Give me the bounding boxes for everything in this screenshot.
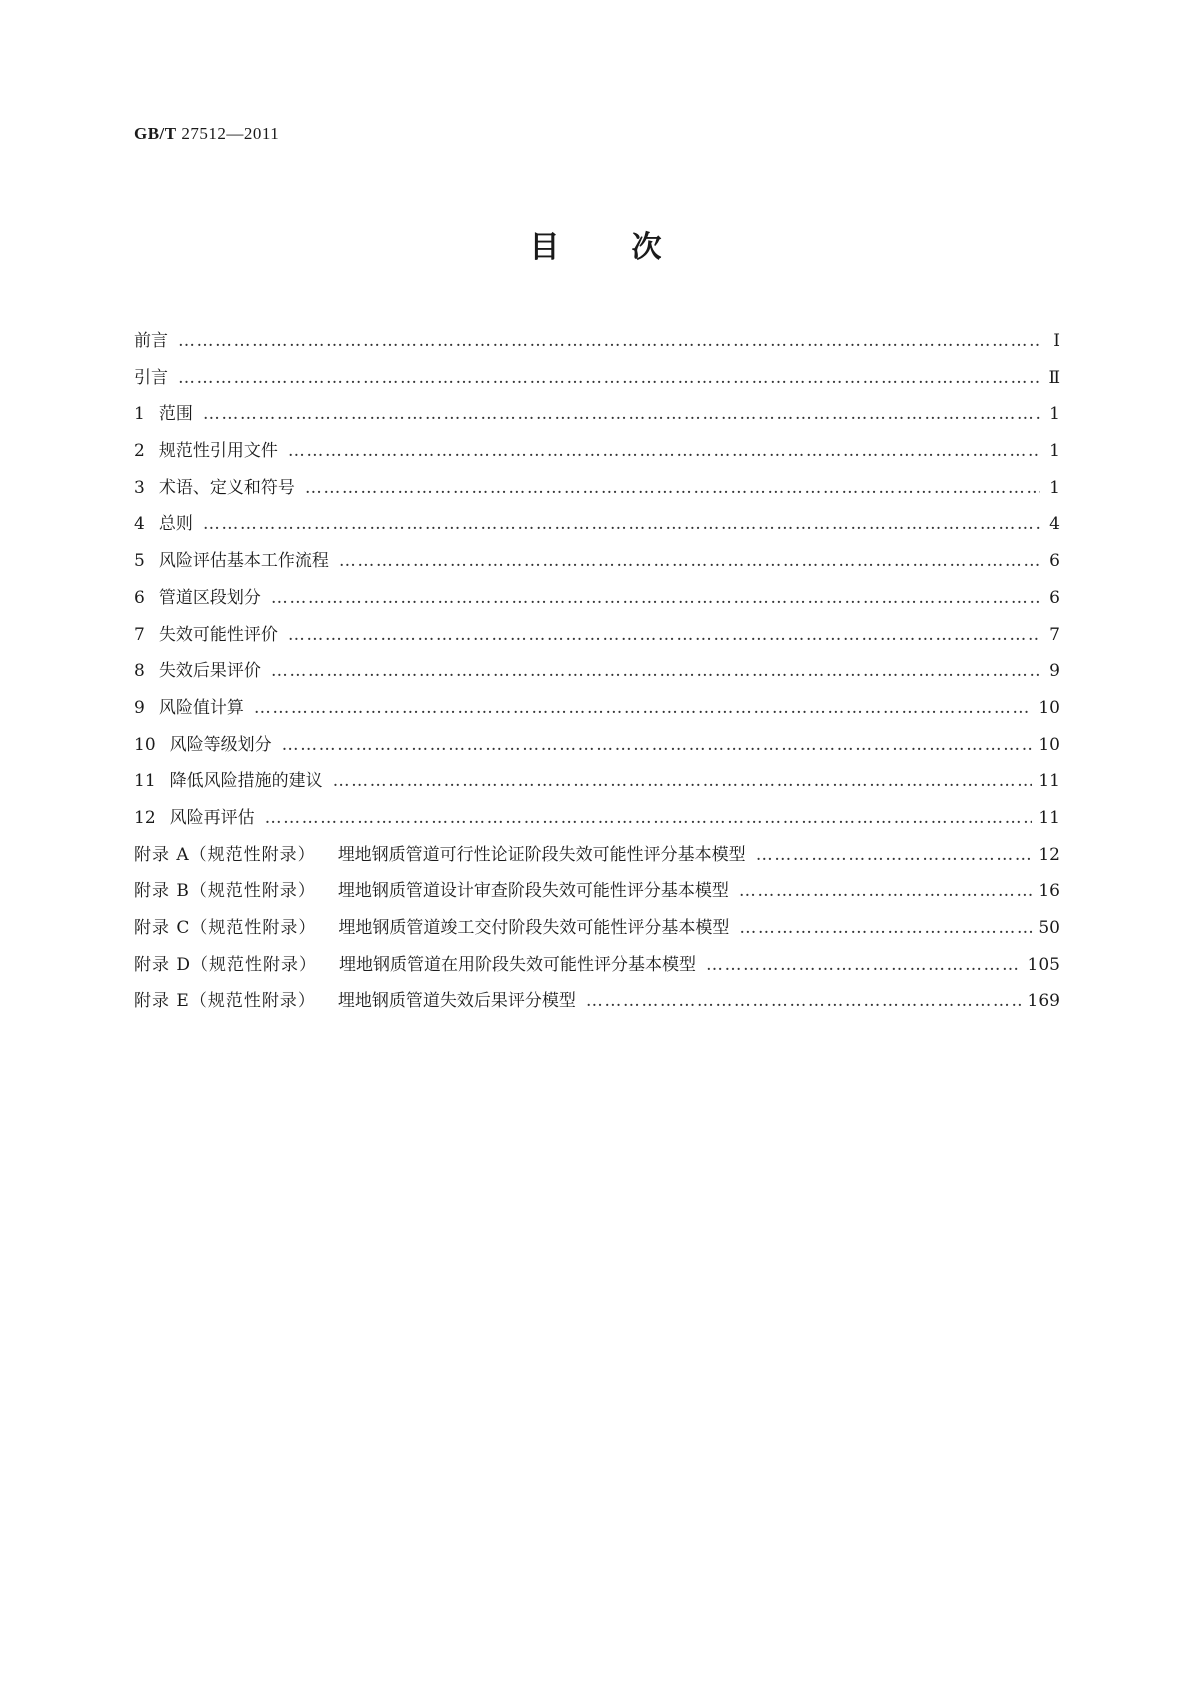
toc-entry[interactable] [134, 363, 1060, 400]
toc-entry-page: 50 [1038, 918, 1060, 938]
toc-entry-number: 1 [134, 404, 145, 425]
toc-entry-text: 规范性引用文件 [158, 441, 278, 462]
toc-entry-label [134, 840, 746, 865]
toc-entry-number: 6 [134, 587, 145, 608]
toc-entry[interactable] [134, 620, 1060, 657]
toc-entry-text: 风险评估基本工作流程 [158, 551, 329, 572]
toc-entry-text: 术语、定义和符号 [158, 477, 295, 498]
toc-leader-dots [586, 991, 1022, 1011]
toc-entry-text: 总则 [158, 514, 193, 535]
toc-entry[interactable] [134, 766, 1060, 803]
toc-entry-number: 9 [134, 697, 145, 718]
toc-entry[interactable] [134, 473, 1060, 510]
toc-entry-label [134, 656, 261, 681]
toc-entry-text: 失效可能性评价 [158, 624, 278, 645]
toc-entry-number: 4 [134, 514, 145, 535]
toc-leader-dots [739, 881, 1032, 901]
toc-entry-page: 16 [1038, 881, 1060, 902]
toc-entry-label [134, 766, 323, 791]
toc-leader-dots [288, 441, 1040, 461]
page-title [0, 222, 1191, 266]
toc-entry-appendix[interactable] [134, 876, 1060, 913]
toc-entry[interactable] [134, 656, 1060, 693]
toc-leader-dots [333, 771, 1033, 791]
toc-entry-text: 风险再评估 [169, 807, 255, 828]
toc-leader-dots [178, 331, 1040, 351]
standard-prefix: GB/T [134, 124, 177, 143]
toc-entry[interactable] [134, 730, 1060, 767]
toc-entry-number: 8 [134, 661, 145, 682]
toc-leader-dots [265, 808, 1033, 828]
toc-entry-text: 风险等级划分 [169, 734, 272, 755]
toc-leader-dots [203, 404, 1040, 424]
toc-entry[interactable] [134, 803, 1060, 840]
toc-entry-appendix[interactable] [134, 950, 1060, 987]
toc-entry-number: 3 [134, 477, 145, 498]
toc-entry[interactable] [134, 546, 1060, 583]
toc-entry-page: 9 [1049, 661, 1060, 682]
appendix-designation: 附录 E（规范性附录） [134, 991, 316, 1012]
toc-entry[interactable] [134, 583, 1060, 620]
toc-entry-page: 1 [1049, 441, 1060, 462]
toc-entry-page: 4 [1049, 514, 1060, 535]
toc-entry-page: 105 [1027, 954, 1060, 975]
toc-entry-page: 6 [1049, 551, 1060, 572]
toc-entry-page: 11 [1038, 771, 1060, 792]
toc-entry-appendix[interactable] [134, 840, 1060, 877]
toc-entry-label [134, 509, 193, 534]
toc-entry-text: 风险值计算 [158, 697, 244, 718]
appendix-designation: 附录 C（规范性附录） [134, 918, 317, 938]
toc-entry-number: 2 [134, 441, 145, 462]
toc-entry[interactable] [134, 693, 1060, 730]
title-char-2: 次 [631, 230, 662, 265]
toc-entry-number: 12 [134, 807, 156, 828]
toc-entry-label [134, 583, 261, 608]
standard-number: 27512—2011 [181, 124, 280, 143]
toc-entry-text: 埋地钢质管道设计审查阶段失效可能性评分基本模型 [337, 881, 729, 902]
toc-entry-page: 11 [1038, 807, 1060, 828]
appendix-designation: 附录 A（规范性附录） [134, 844, 316, 865]
toc-leader-dots [706, 955, 1022, 975]
toc-entry-number: 11 [134, 771, 156, 792]
toc-entry-page: 10 [1038, 734, 1060, 755]
toc-entry-label [134, 876, 729, 901]
toc-entry-page: 169 [1027, 991, 1060, 1012]
toc-entry-number: 5 [134, 551, 145, 572]
toc-entry-label [134, 986, 576, 1011]
toc-entry-page: 7 [1049, 624, 1060, 645]
toc-leader-dots [288, 625, 1040, 645]
toc-entry-number: 10 [134, 734, 156, 755]
toc-entry-text: 管道区段划分 [158, 587, 261, 608]
toc-entry-label [134, 803, 255, 828]
toc-leader-dots [305, 478, 1040, 498]
toc-entry-page: Ⅰ [1053, 331, 1060, 351]
toc-entry-label [134, 620, 278, 645]
toc-entry[interactable] [134, 436, 1060, 473]
toc-entry-number: 7 [134, 624, 145, 645]
toc-leader-dots [254, 698, 1033, 718]
toc-entry-text: 降低风险措施的建议 [169, 771, 323, 792]
toc-leader-dots [178, 368, 1040, 388]
toc-entry-label [134, 950, 696, 975]
toc-leader-dots [203, 514, 1040, 534]
appendix-designation: 附录 D（规范性附录） [134, 954, 318, 975]
toc-entry[interactable] [134, 399, 1060, 436]
appendix-designation: 附录 B（规范性附录） [134, 881, 316, 902]
toc-entry-page: 1 [1049, 477, 1060, 498]
toc-entry-page: 12 [1038, 844, 1060, 865]
standard-code [134, 124, 279, 144]
toc-leader-dots [271, 661, 1040, 681]
toc-entry-label [134, 730, 272, 755]
toc-entry-page: 6 [1049, 587, 1060, 608]
toc-leader-dots [756, 845, 1033, 865]
toc-entry-appendix[interactable] [134, 913, 1060, 950]
toc-entry-label [134, 546, 329, 571]
toc-entry-label [134, 399, 193, 424]
toc-entry-text: 埋地钢质管道可行性论证阶段失效可能性评分基本模型 [337, 844, 746, 865]
toc-entry-label: 引言 [134, 367, 168, 388]
toc-entry-page: 10 [1038, 697, 1060, 718]
toc-leader-dots [282, 735, 1033, 755]
toc-entry[interactable] [134, 509, 1060, 546]
table-of-contents [134, 326, 1060, 1023]
toc-entry-label [134, 913, 729, 938]
toc-entry-text: 埋地钢质管道竣工交付阶段失效可能性评分基本模型 [338, 918, 730, 938]
title-char-1: 目 [529, 230, 560, 265]
toc-leader-dots [339, 551, 1040, 571]
toc-entry-page: 1 [1049, 404, 1060, 425]
toc-entry-appendix[interactable] [134, 986, 1060, 1023]
toc-entry-text: 埋地钢质管道在用阶段失效可能性评分基本模型 [339, 954, 697, 975]
toc-entry-text: 失效后果评价 [158, 661, 261, 682]
toc-entry-page: Ⅱ [1048, 367, 1060, 388]
toc-leader-dots [271, 588, 1040, 608]
toc-entry-label [134, 436, 278, 461]
toc-leader-dots [739, 918, 1032, 938]
toc-entry-text: 范围 [158, 404, 193, 425]
toc-entry-label: 前言 [134, 331, 168, 351]
toc-entry-label [134, 473, 295, 498]
toc-entry-label [134, 693, 244, 718]
toc-entry[interactable] [134, 326, 1060, 363]
toc-entry-text: 埋地钢质管道失效后果评分模型 [337, 991, 576, 1012]
